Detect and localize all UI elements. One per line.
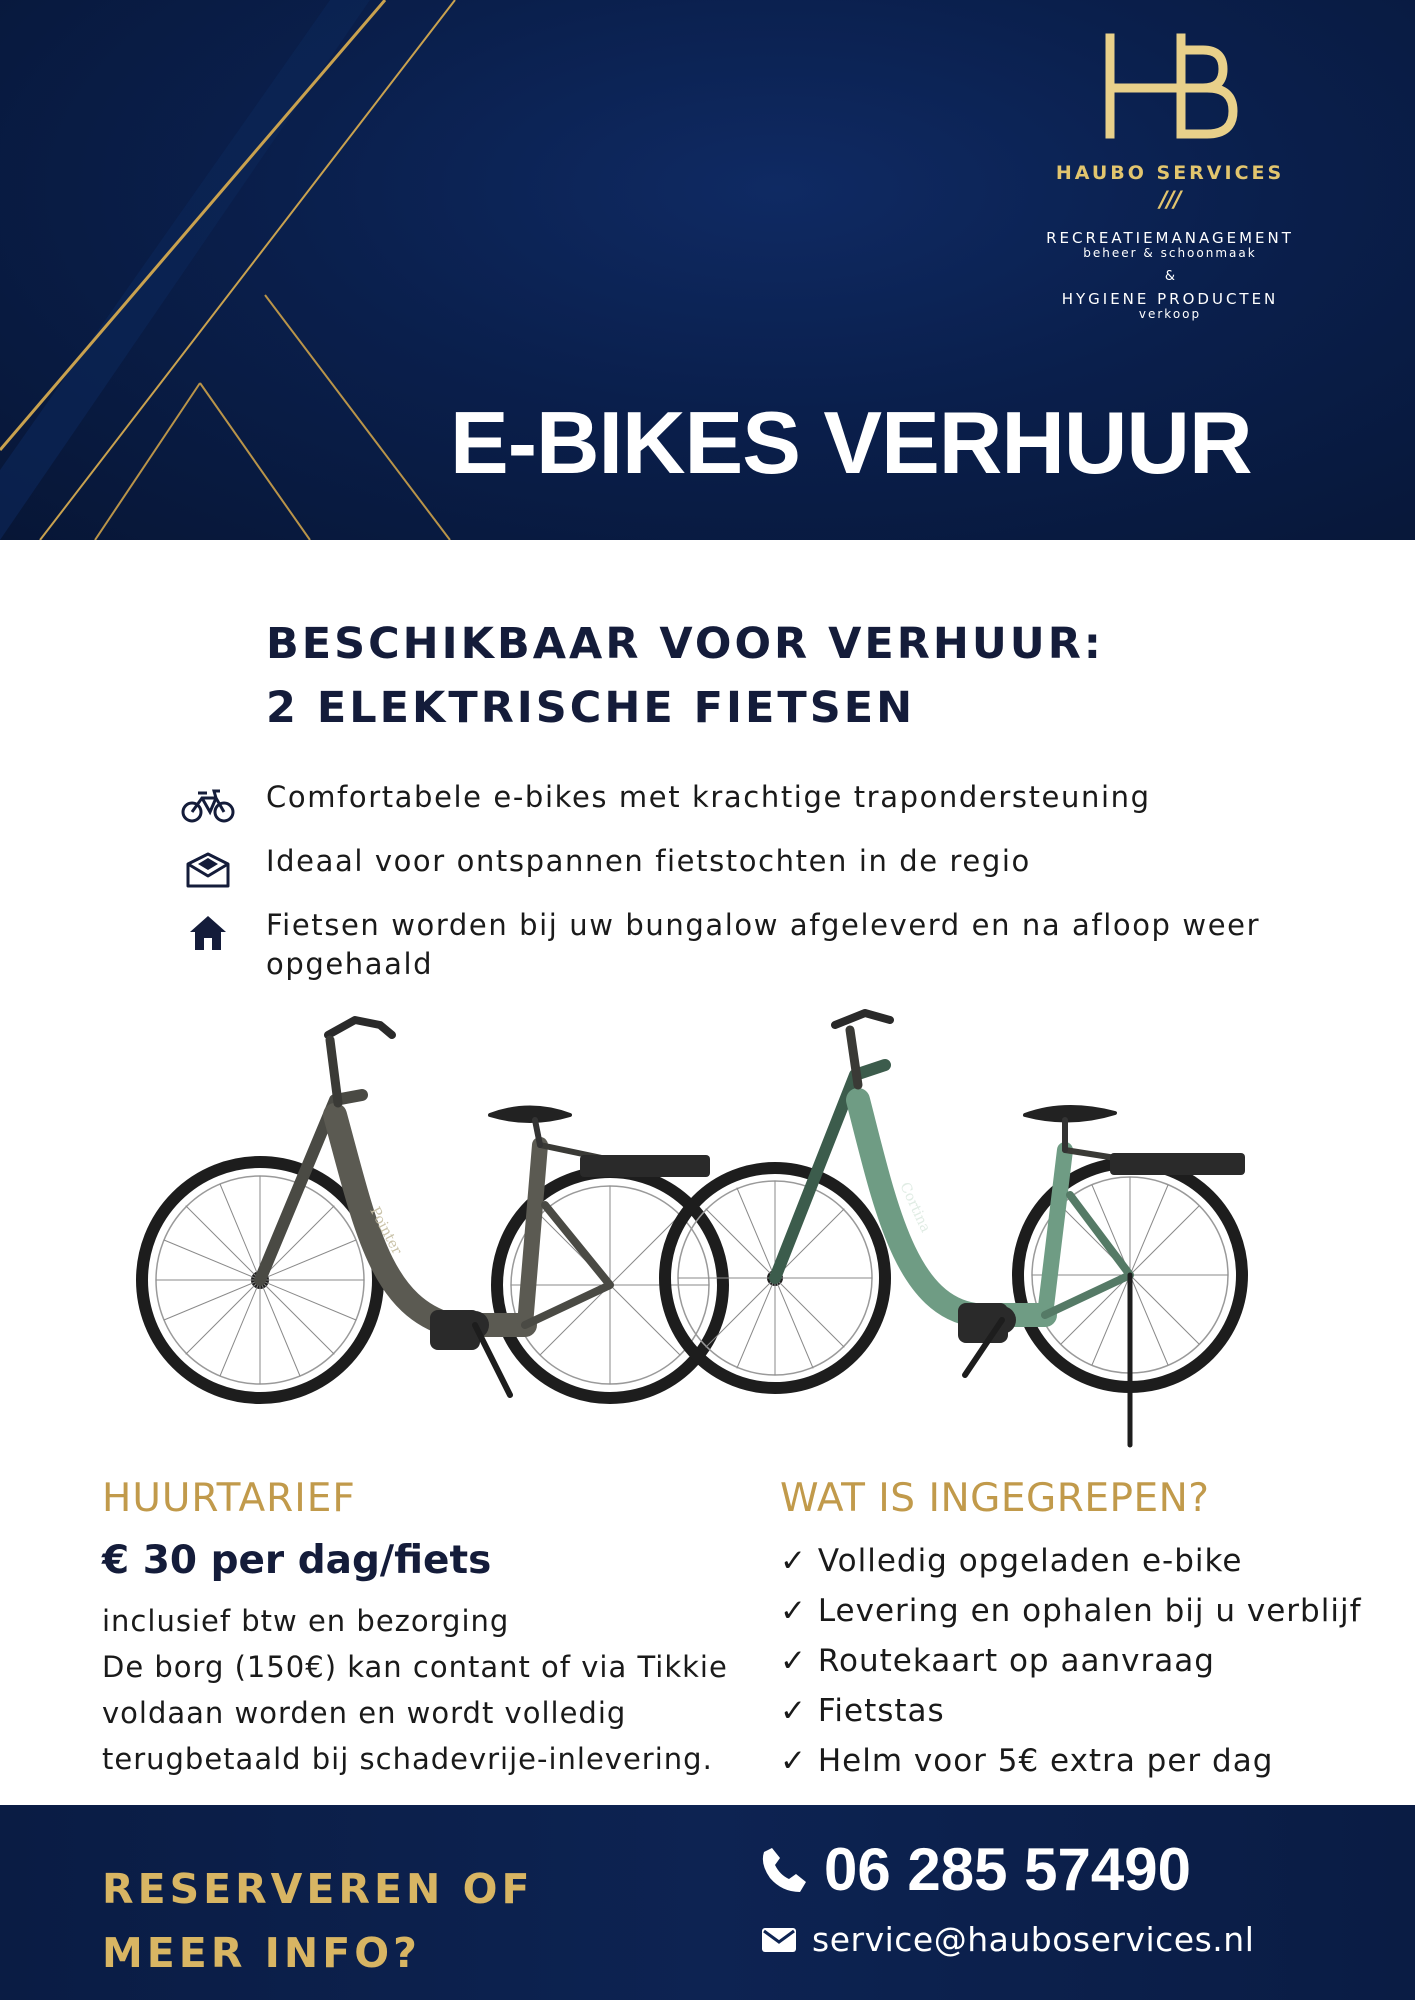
- feature-item: [180, 778, 1340, 817]
- bike-right: [665, 1013, 1245, 1445]
- email-contact[interactable]: [762, 1920, 1254, 1959]
- svg-text:Cortina: Cortina: [896, 1179, 934, 1236]
- list-item: ✓ Levering en ophalen bij u verblijf: [780, 1593, 1362, 1629]
- ebikes-illustration: [130, 1005, 1290, 1455]
- svg-text:Pointer: Pointer: [366, 1204, 405, 1258]
- map-icon: [180, 850, 236, 888]
- hb-monogram-icon: [1095, 30, 1245, 150]
- feature-list: [180, 778, 1340, 1009]
- pricing-line-1: inclusief btw en bezorging: [102, 1604, 510, 1638]
- price-value: € 30 per dag/fiets: [102, 1538, 492, 1583]
- availability-line-2: 2 ELEKTRISCHE FIETSEN: [266, 683, 916, 733]
- pricing-line-2: De borg (150€) kan contant of via Tikkie voldaan worden en wordt volledig terugbetaald bij schadevrije-inlevering.: [102, 1650, 728, 1776]
- list-item: ✓ Fietstas: [780, 1693, 945, 1729]
- brand-name: HAUBO SERVICES: [1055, 162, 1285, 184]
- feature-text: Fietsen worden bij uw bungalow afgeleverd en na afloop weer opgehaald: [266, 908, 1261, 981]
- feature-item: [180, 842, 1340, 881]
- bike-left: [142, 1020, 723, 1398]
- list-item: ✓ Volledig opgeladen e-bike: [780, 1543, 1243, 1579]
- list-item: ✓ Helm voor 5€ extra per dag: [780, 1743, 1274, 1779]
- logo-line-recreatie: RECREATIEMANAGEMENT: [1046, 229, 1294, 247]
- reserve-cta: [102, 1857, 533, 1985]
- logo-sub-beheer: beheer & schoonmaak: [1083, 246, 1257, 260]
- logo-ampersand: &: [1164, 269, 1176, 284]
- cta-line-1: RESERVEREN OF: [102, 1865, 534, 1913]
- list-item: ✓ Routekaart op aanvraag: [780, 1643, 1215, 1679]
- included-heading: WAT IS INGEGREPEN?: [780, 1476, 1210, 1521]
- cta-line-2: MEER INFO?: [102, 1929, 421, 1977]
- availability-line-1: BESCHIKBAAR VOOR VERHUUR:: [266, 619, 1104, 669]
- email-address[interactable]: service@hauboservices.nl: [812, 1920, 1255, 1959]
- company-logo: [1000, 30, 1340, 320]
- home-icon: [180, 914, 236, 952]
- logo-line-hygiene: HYGIENE PRODUCTEN: [1061, 290, 1279, 308]
- bicycle-icon: [180, 786, 236, 824]
- feature-text: Ideaal voor ontspannen fietstochten in de regio: [266, 844, 1031, 878]
- phone-contact[interactable]: [758, 1835, 1191, 1904]
- phone-icon: [758, 1844, 810, 1896]
- envelope-icon: [762, 1928, 796, 1952]
- pricing-heading: HUURTARIEF: [102, 1476, 356, 1521]
- included-list: [780, 1536, 1361, 1786]
- logo-slashes: ///: [1159, 188, 1181, 213]
- availability-heading: [266, 612, 1104, 740]
- feature-text: Comfortabele e-bikes met krachtige trapondersteuning: [266, 780, 1151, 814]
- phone-number[interactable]: 06 285 57490: [824, 1836, 1192, 1903]
- logo-sub-verkoop: verkoop: [1138, 307, 1202, 321]
- feature-item: [180, 906, 1340, 984]
- contact-footer: [0, 1805, 1415, 2000]
- page-title: E-BIKES VERHUUR: [450, 393, 1252, 492]
- header-banner: [0, 0, 1415, 540]
- pricing-details: [102, 1598, 782, 1782]
